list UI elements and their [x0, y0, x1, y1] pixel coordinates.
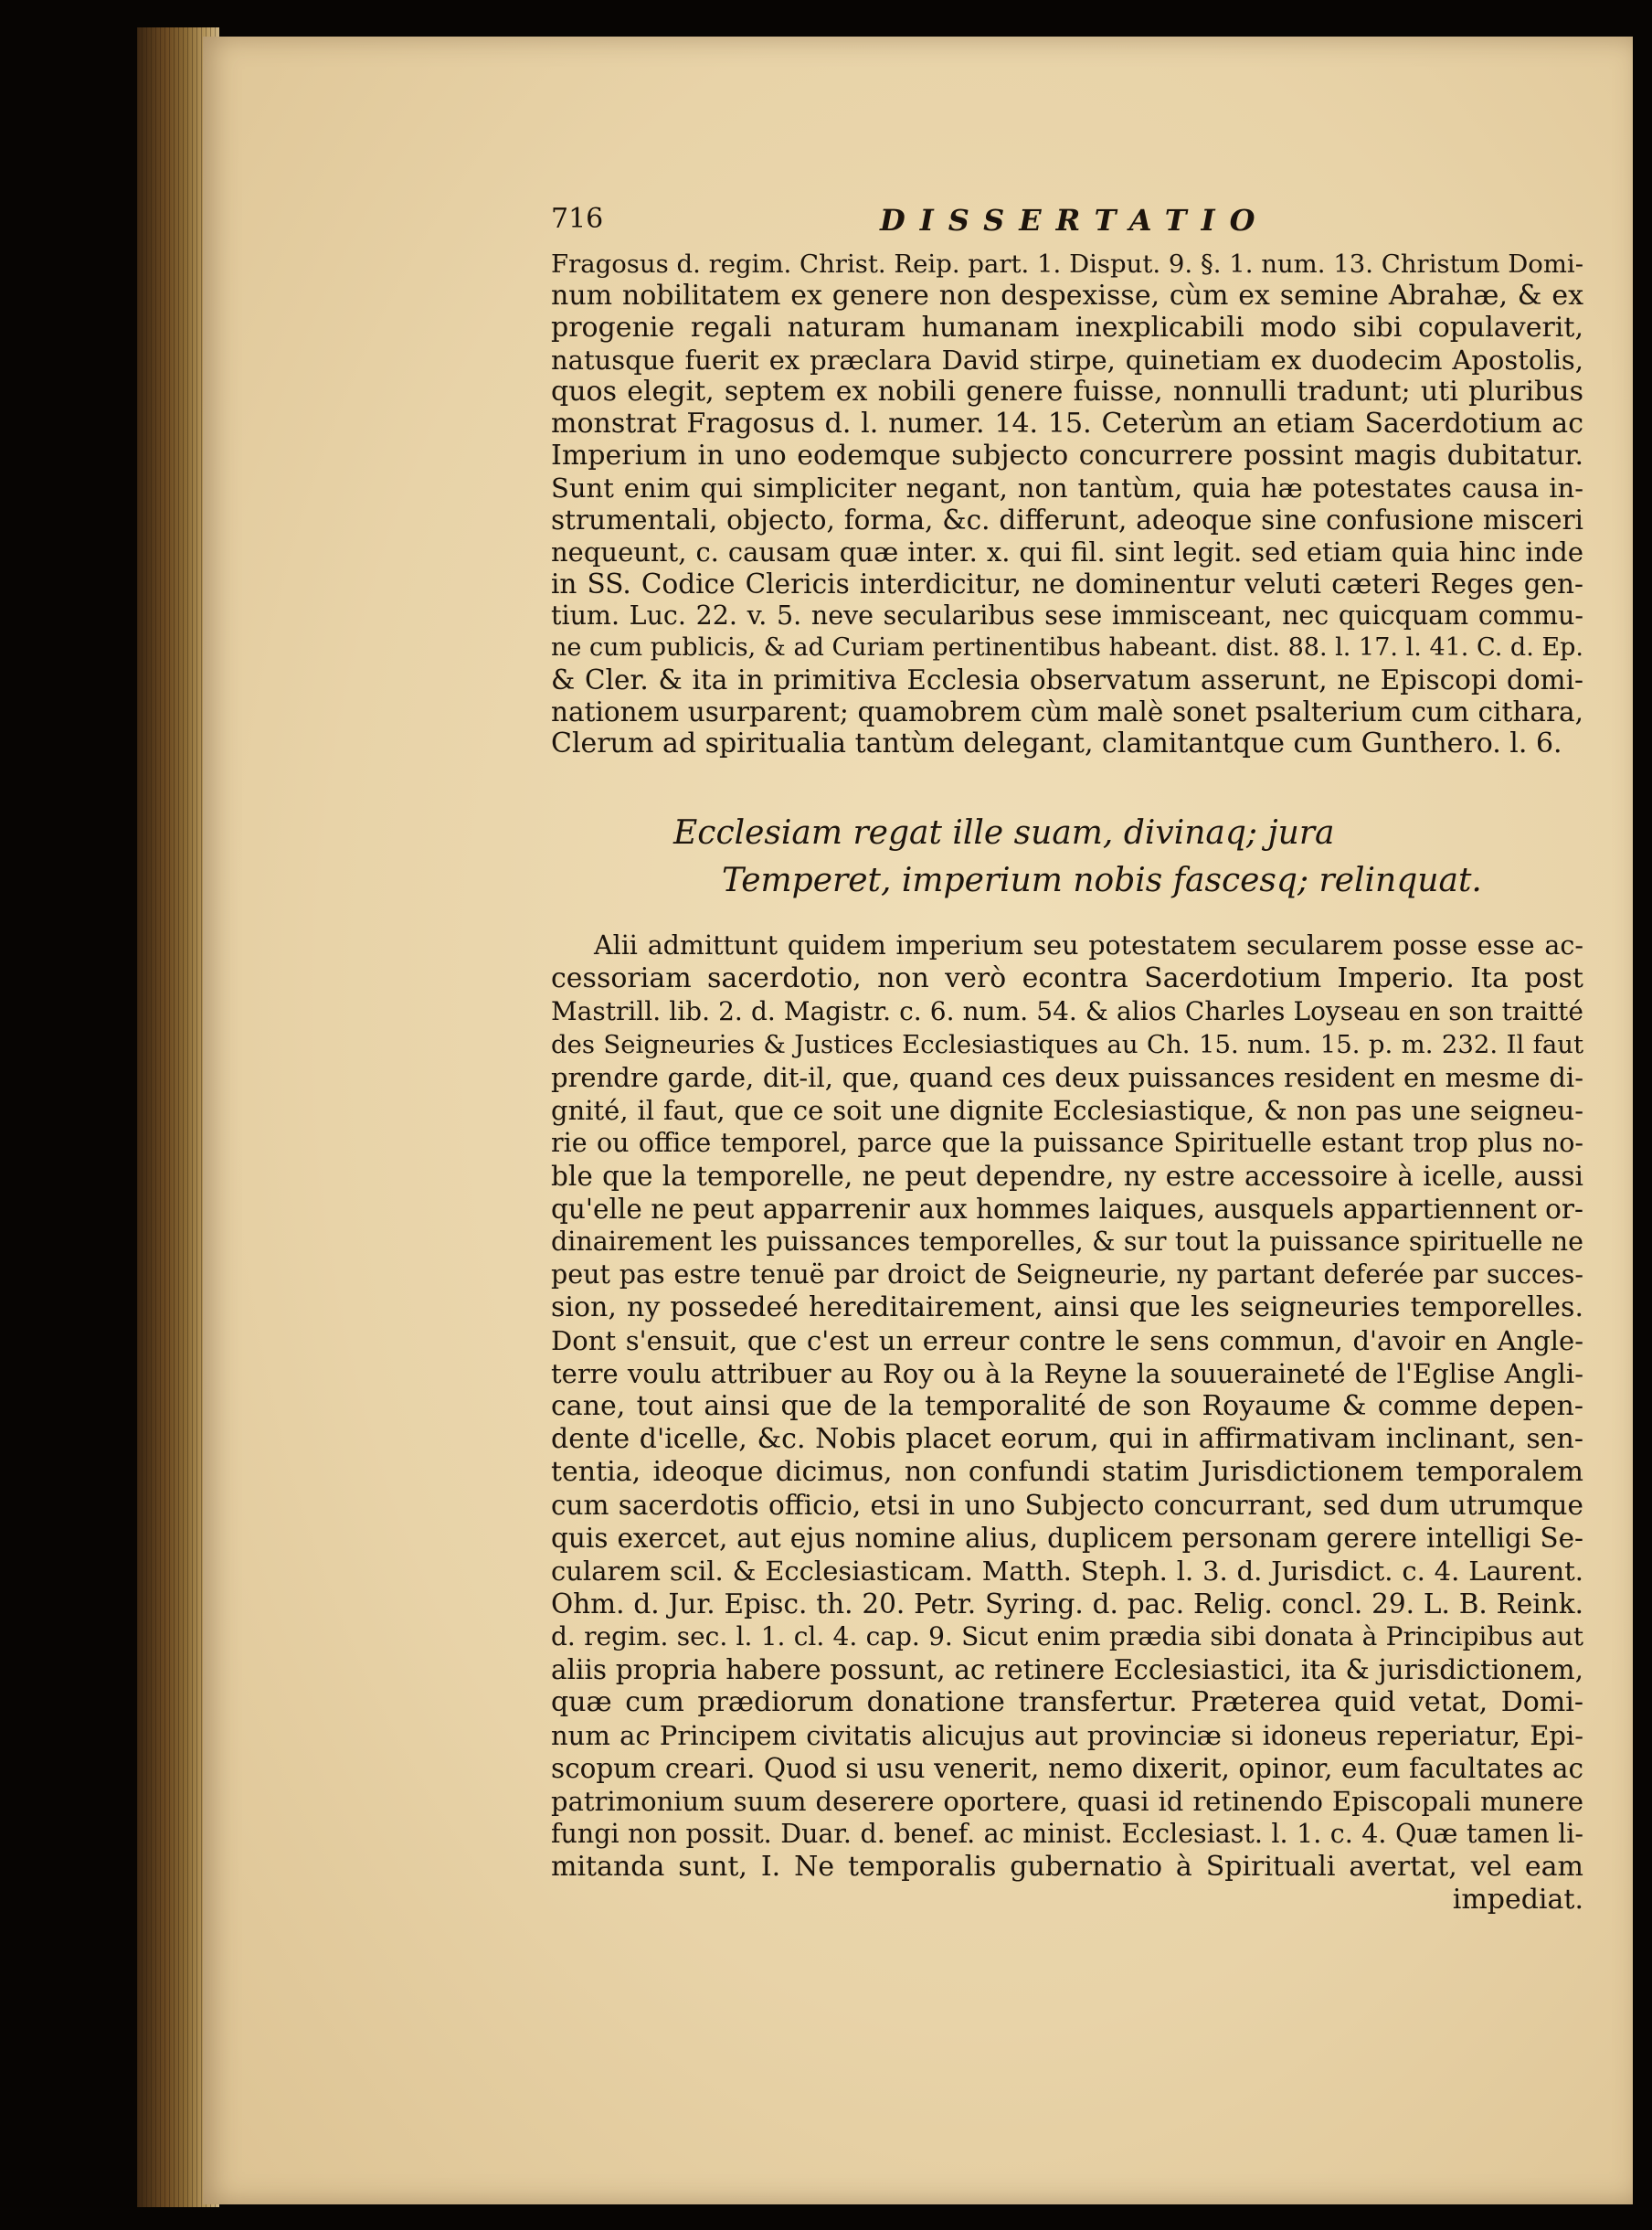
- text-line: patrimonium suum deserere oportere, quasi id retinendo Episcopali munere: [551, 1786, 1583, 1817]
- verse-line: Temperet, imperium nobis fascesq; relinquat.: [722, 862, 1482, 899]
- text-line: dinairement les puissances temporelles, & sur tout la puissance spirituelle ne: [551, 1226, 1583, 1257]
- running-head: [551, 203, 1282, 239]
- text-line: qu'elle ne peut apparrenir aux hommes laiques, ausquels appartiennent or-: [551, 1194, 1583, 1225]
- page-number: 716: [551, 203, 604, 235]
- text-line: cularem scil. & Ecclesiasticam. Matth. Steph. l. 3. d. Jurisdict. c. 4. Laurent.: [551, 1556, 1583, 1587]
- running-title: DISSERTATIO: [880, 203, 1270, 238]
- text-line: monstrat Fragosus d. l. numer. 14. 15. Ceterùm an etiam Sacerdotium ac: [551, 408, 1583, 440]
- text-line: Fragosus d. regim. Christ. Reip. part. 1. Disput. 9. §. 1. num. 13. Christum Domi-: [551, 250, 1583, 279]
- text-line: quos elegit, septem ex nobili genere fuisse, nonnulli tradunt; uti pluribus: [551, 376, 1583, 408]
- text-line: prendre garde, dit-il, que, quand ces deux puissances resident en mesme di-: [551, 1062, 1583, 1093]
- text-line: gnité, il faut, que ce soit une dignite Ecclesiastique, & non pas une seigneu-: [551, 1095, 1583, 1126]
- text-line: peut pas estre tenuë par droict de Seigneurie, ny partant deferée par succes-: [551, 1259, 1583, 1290]
- text-line: in SS. Codice Clericis interdicitur, ne dominentur veluti cæteri Reges gen-: [551, 568, 1583, 600]
- text-line: cessoriam sacerdotio, non verò econtra Sacerdotium Imperio. Ita post: [551, 962, 1583, 994]
- text-line: ble que la temporelle, ne peut dependre, ny estre accessoire à icelle, aussi: [551, 1161, 1583, 1192]
- text-line: fungi non possit. Duar. d. benef. ac minist. Ecclesiast. l. 1. c. 4. Quæ tamen li-: [551, 1819, 1583, 1849]
- text-line: & Cler. & ita in primitiva Ecclesia observatum asserunt, ne Episcopi domi-: [551, 664, 1583, 696]
- text-line: Imperium in uno eodemque subjecto concurrere possint magis dubitatur.: [551, 440, 1583, 472]
- text-line: num nobilitatem ex genere non despexisse, cùm ex semine Abrahæ, & ex: [551, 280, 1583, 312]
- text-line: progenie regali naturam humanam inexplicabili modo sibi copulaverit,: [551, 312, 1583, 344]
- text-line: Alii admittunt quidem imperium seu potestatem secularem posse esse ac-: [594, 930, 1583, 961]
- catchword: impediat.: [1452, 1884, 1583, 1916]
- text-line: d. regim. sec. l. 1. cl. 4. cap. 9. Sicut enim prædia sibi donata à Principibus aut: [551, 1621, 1583, 1651]
- text-line: Clerum ad spiritualia tantùm delegant, clamitantque cum Gunthero. l. 6.: [551, 727, 1562, 759]
- text-line: num ac Principem civitatis alicujus aut provinciæ si idoneus reperiatur, Epi-: [551, 1720, 1583, 1751]
- text-line: sion, ny possedeé hereditairement, ainsi que les seigneuries temporelles.: [551, 1291, 1583, 1323]
- text-line: cane, tout ainsi que de la temporalité de son Royaume & comme depen-: [551, 1390, 1583, 1422]
- text-line: Ohm. d. Jur. Episc. th. 20. Petr. Syring. d. pac. Relig. concl. 29. L. B. Reink.: [551, 1588, 1583, 1619]
- text-line: mitanda sunt, I. Ne temporalis gubernatio à Spirituali avertat, vel eam: [551, 1851, 1583, 1883]
- verse-line: Ecclesiam regat ille suam, divinaq; jura: [673, 814, 1335, 852]
- text-line: cum sacerdotis officio, etsi in uno Subjecto concurrant, sed dum utrumque: [551, 1490, 1583, 1521]
- text-line: quis exercet, aut ejus nomine alius, duplicem personam gerere intelligi Se-: [551, 1523, 1583, 1554]
- text-line: dente d'icelle, &c. Nobis placet eorum, qui in affirmativam inclinant, sen-: [551, 1423, 1583, 1455]
- text-line: tium. Luc. 22. v. 5. neve secularibus sese immisceant, nec quicquam commu-: [551, 600, 1583, 631]
- text-line: Mastrill. lib. 2. d. Magistr. c. 6. num. 54. & alios Charles Loyseau en son traitté: [551, 996, 1583, 1026]
- text-line: Dont s'ensuit, que c'est un erreur contre le sens commun, d'avoir en Angle-: [551, 1325, 1583, 1356]
- text-line: des Seigneuries & Justices Ecclesiastiques au Ch. 15. num. 15. p. m. 232. Il faut: [551, 1030, 1583, 1059]
- text-line: rie ou office temporel, parce que la puissance Spirituelle estant trop plus no-: [551, 1128, 1583, 1158]
- text-line: Sunt enim qui simpliciter negant, non tantùm, quia hæ potestates causa in-: [551, 473, 1583, 504]
- text-line: tentia, ideoque dicimus, non confundi statim Jurisdictionem temporalem: [551, 1456, 1583, 1488]
- text-line: aliis propria habere possunt, ac retinere Ecclesiastici, ita & jurisdictionem,: [551, 1654, 1583, 1685]
- text-line: natusque fuerit ex præclara David stirpe, quinetiam ex duodecim Apostolis,: [551, 345, 1583, 376]
- text-line: scopum creari. Quod si usu venerit, nemo dixerit, opinor, eum facultates ac: [551, 1753, 1583, 1784]
- text-line: quæ cum prædiorum donatione transfertur. Præterea quid vetat, Domi-: [551, 1686, 1583, 1718]
- text-line: terre voulu attribuer au Roy ou à la Reyne la souueraineté de l'Eglise Angli-: [551, 1358, 1583, 1389]
- text-line: nequeunt, c. causam quæ inter. x. qui fil. sint legit. sed etiam quia hinc inde: [551, 536, 1583, 568]
- text-line: nationem usurparent; quamobrem cùm malè sonet psalterium cum cithara,: [551, 696, 1583, 727]
- text-line: ne cum publicis, & ad Curiam pertinentibus habeant. dist. 88. l. 17. l. 41. C. d. Ep.: [551, 633, 1583, 662]
- text-line: strumentali, objecto, forma, &c. differunt, adeoque sine confusione misceri: [551, 504, 1583, 536]
